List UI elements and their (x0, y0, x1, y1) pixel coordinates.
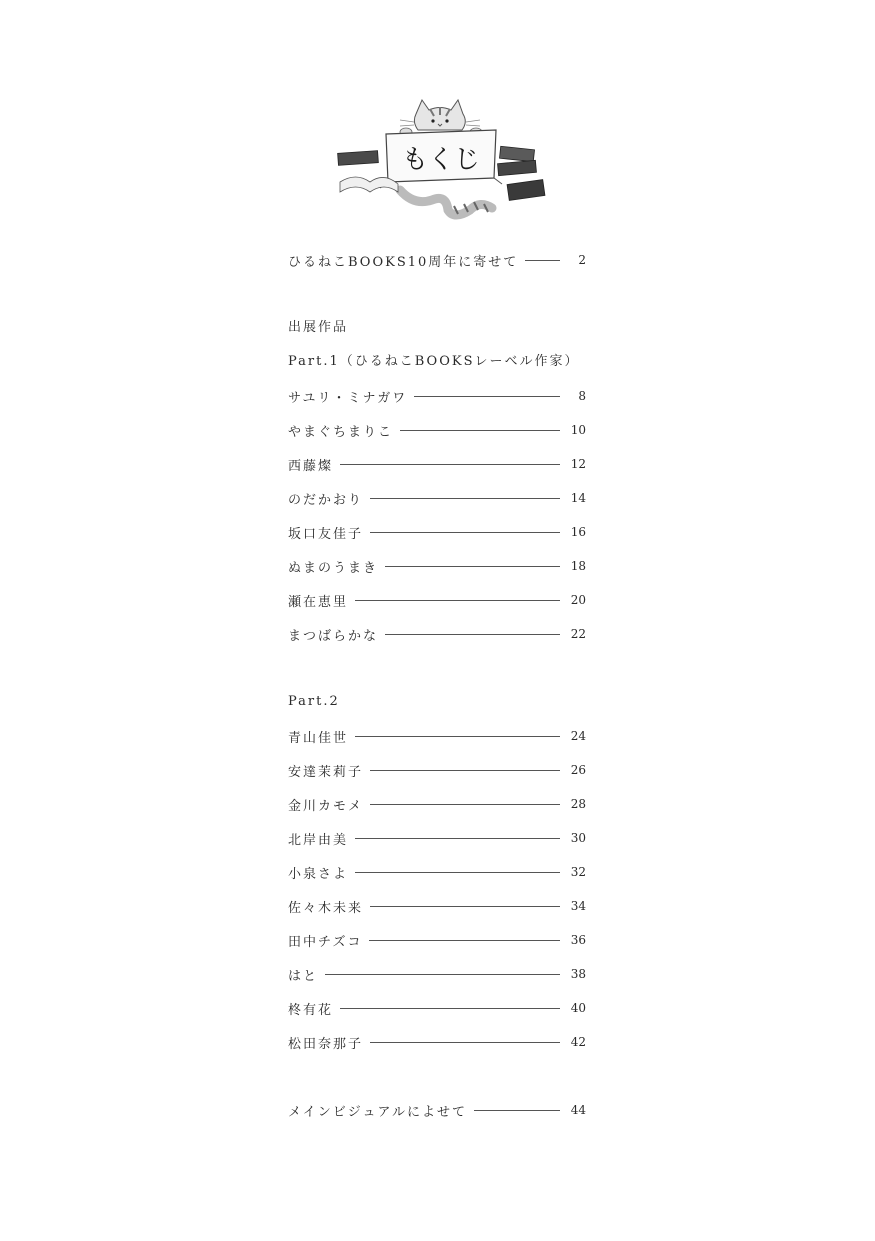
toc-entry-page: 24 (570, 729, 586, 743)
toc-entry-label: 佐々木未来 (288, 900, 364, 916)
cat-with-books-illustration (330, 92, 552, 220)
leader-line (370, 906, 560, 907)
toc-entry[interactable] (288, 1098, 586, 1122)
toc-entry-page: 14 (570, 491, 586, 505)
toc-entry[interactable] (288, 962, 586, 986)
toc-entry-page: 12 (570, 457, 586, 471)
toc-entry-label: ぬまのうまき (288, 560, 379, 576)
leader-line (525, 260, 560, 261)
toc-entry-label: 金川カモメ (288, 798, 364, 814)
toc-entry-label: 瀬在恵里 (288, 594, 349, 610)
leader-line (400, 430, 560, 431)
leader-line (370, 1042, 560, 1043)
leader-line (369, 940, 560, 941)
toc-entry[interactable] (288, 894, 586, 918)
title-text: もくじ (401, 145, 481, 175)
toc-entry[interactable] (288, 928, 586, 952)
section-heading: 出展作品 (288, 320, 349, 335)
toc-entry[interactable] (288, 1030, 586, 1054)
leader-line (474, 1110, 560, 1111)
toc-entry-label: サユリ・ミナガワ (288, 390, 408, 406)
toc-entry[interactable] (288, 996, 586, 1020)
toc-entry-page: 10 (570, 423, 586, 437)
leader-line (370, 770, 560, 771)
toc-entry[interactable] (288, 384, 586, 408)
leader-line (340, 464, 560, 465)
leader-line (370, 498, 560, 499)
toc-entry[interactable] (288, 826, 586, 850)
toc-entry-label: メインビジュアルによせて (288, 1104, 467, 1120)
toc-entry[interactable] (288, 860, 586, 884)
toc-entry-label: のだかおり (288, 492, 364, 508)
part1-heading: Part.1（ひるねこBOOKSレーベル作家） (288, 354, 580, 369)
leader-line (355, 600, 560, 601)
toc-entry-label: やまぐちまりこ (288, 424, 394, 440)
toc-entry-page: 32 (570, 865, 586, 879)
toc-entry-page: 34 (570, 899, 586, 913)
toc-entry-page: 42 (570, 1035, 586, 1049)
toc-entry-page: 30 (570, 831, 586, 845)
leader-line (370, 532, 560, 533)
toc-entry-label: 坂口友佳子 (288, 526, 364, 542)
toc-entry-page: 20 (570, 593, 586, 607)
toc-entry[interactable] (288, 486, 586, 510)
toc-entry-label: 北岸由美 (288, 832, 349, 848)
toc-entry[interactable] (288, 758, 586, 782)
toc-entry-page: 8 (578, 389, 586, 403)
leader-line (325, 974, 560, 975)
toc-entry[interactable] (288, 452, 586, 476)
toc-entry[interactable] (288, 248, 586, 272)
leader-line (355, 872, 560, 873)
toc-entry-label: 松田奈那子 (288, 1036, 364, 1052)
toc-entry-label: 小泉さよ (288, 866, 349, 882)
toc-entry-page: 36 (570, 933, 586, 947)
leader-line (385, 566, 560, 567)
toc-entry-page: 38 (570, 967, 586, 981)
part2-heading: Part.2 (288, 694, 340, 709)
toc-entry-label: 安達茉莉子 (288, 764, 364, 780)
toc-entry-page: 18 (570, 559, 586, 573)
toc-entry-label: 西藤燦 (288, 458, 334, 474)
leader-line (370, 804, 560, 805)
toc-entry-page: 44 (570, 1103, 586, 1117)
toc-entry[interactable] (288, 724, 586, 748)
toc-entry[interactable] (288, 792, 586, 816)
leader-line (385, 634, 560, 635)
toc-entry-page: 26 (570, 763, 586, 777)
leader-line (340, 1008, 560, 1009)
toc-entry-label: ひるねこBOOKS10周年に寄せて (288, 254, 519, 270)
toc-entry-label: まつばらかな (288, 628, 379, 644)
title-illustration (330, 92, 552, 220)
toc-entry-label: 田中チズコ (288, 934, 363, 950)
toc-entry[interactable] (288, 554, 586, 578)
toc-entry-page: 2 (578, 253, 586, 267)
leader-line (355, 838, 560, 839)
toc-entry[interactable] (288, 622, 586, 646)
toc-entry-page: 28 (570, 797, 586, 811)
toc-entry-label: 柊有花 (288, 1002, 334, 1018)
leader-line (355, 736, 560, 737)
leader-line (414, 396, 560, 397)
toc-entry-label: はと (288, 968, 319, 984)
toc-entry[interactable] (288, 588, 586, 612)
toc-entry[interactable] (288, 520, 586, 544)
toc-entry-page: 22 (570, 627, 586, 641)
toc-entry-page: 16 (570, 525, 586, 539)
toc-entry[interactable] (288, 418, 586, 442)
toc-entry-label: 青山佳世 (288, 730, 349, 746)
toc-entry-page: 40 (570, 1001, 586, 1015)
